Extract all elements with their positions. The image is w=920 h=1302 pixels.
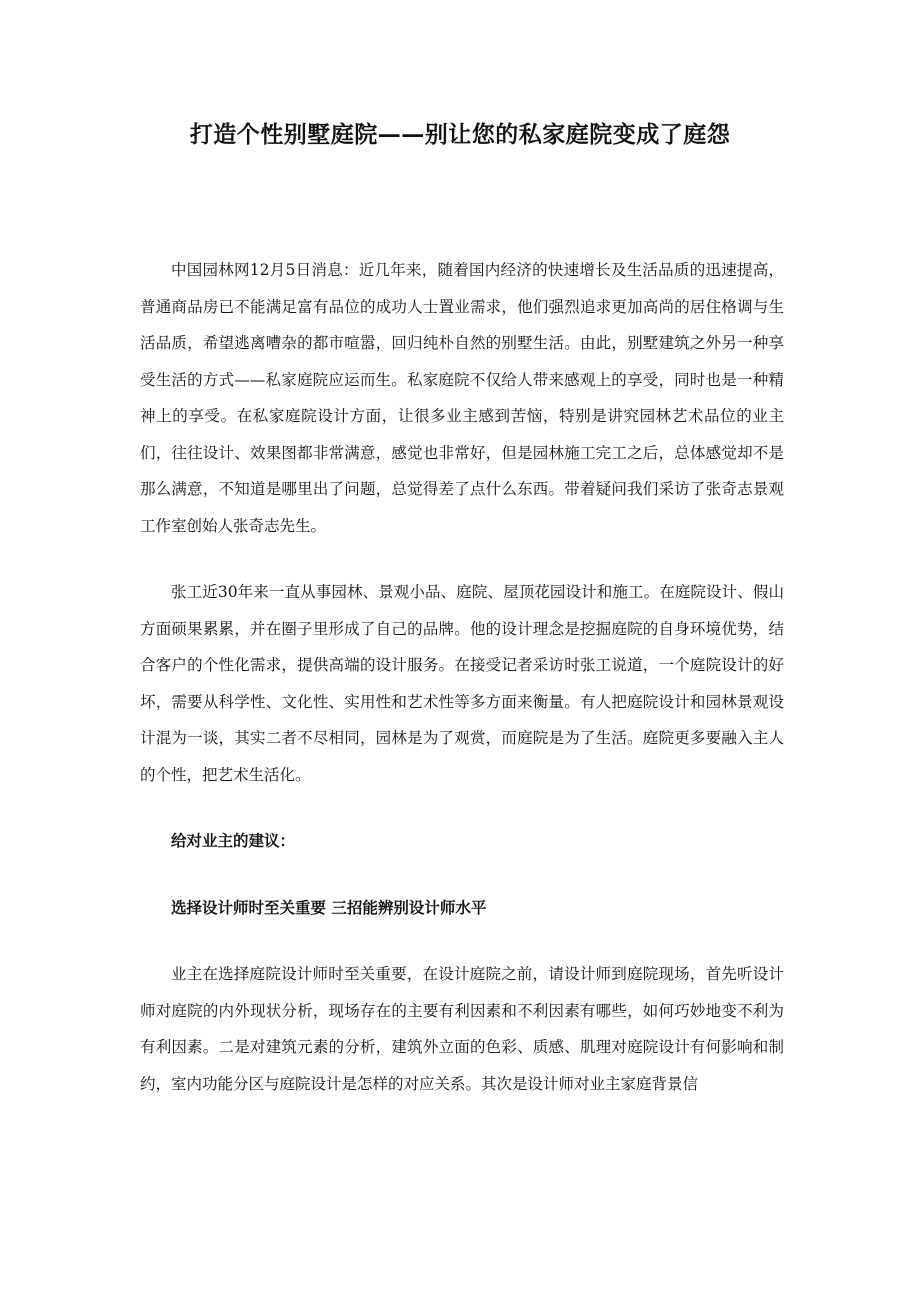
paragraph-spacer [140,926,784,956]
paragraph-spacer [140,860,784,890]
paragraph-spacer [140,544,784,574]
paragraph-spacer [140,793,784,823]
paragraph-intro: 中国园林网12月5日消息：近几年来，随着国内经济的快速增长及生活品质的迅速提高，普通商品房已不能满足富有品位的成功人士置业需求，他们强烈追求更加高尚的居住格调与生活品质，希望逃离嘈杂的都市喧嚣，回归纯朴自然的别墅生活。由此，别墅建筑之外另一种享受生活的方式——私家庭院应运而生。私家庭院不仅给人带来感观上的享受，同时也是一种精神上的享受。在私家庭院设计方面，让很多业主感到苦恼，特别是讲究园林艺术品位的业主们，往往设计、效果图都非常满意，感觉也非常好，但是园林施工完工之后，总体感觉却不是那么满意，不知道是哪里出了问题，总觉得差了点什么东西。带着疑问我们采访了张奇志景观工作室创始人张奇志先生。 [140,261,784,535]
paragraph-profile: 张工近30年来一直从事园林、景观小品、庭院、屋顶花园设计和施工。在庭院设计、假山方面硕果累累，并在圈子里形成了自己的品牌。他的设计理念是挖掘庭院的自身环境优势，结合客户的个性化需求，提供高端的设计服务。在接受记者采访时张工说道，一个庭院设计的好坏，需要从科学性、文化性、实用性和艺术性等多方面来衡量。有人把庭院设计和园林景观设计混为一谈，其实二者不尽相同，园林是为了观赏，而庭院是为了生活。庭院更多要融入主人的个性，把艺术生活化。 [140,583,784,784]
document-title: 打造个性别墅庭院——别让您的私家庭院变成了庭怨 [189,121,731,148]
section-subheading-designer: 选择设计师时至关重要 三招能辨别设计师水平 [171,897,487,917]
document-body [140,252,784,1102]
paragraph-advice: 业主在选择庭院设计师时至关重要，在设计庭院之前，请设计师到庭院现场，首先听设计师对庭院的内外现状分析，现场存在的主要有利因素和不利因素有哪些，如何巧妙地变不利为有利因素。二是对建筑元素的分析，建筑外立面的色彩、质感、肌理对庭院设计有何影响和制约，室内功能分区与庭院设计是怎样的对应关系。其次是设计师对业主家庭背景信 [140,965,784,1093]
section-heading-advice: 给对业主的建议： [171,831,296,850]
